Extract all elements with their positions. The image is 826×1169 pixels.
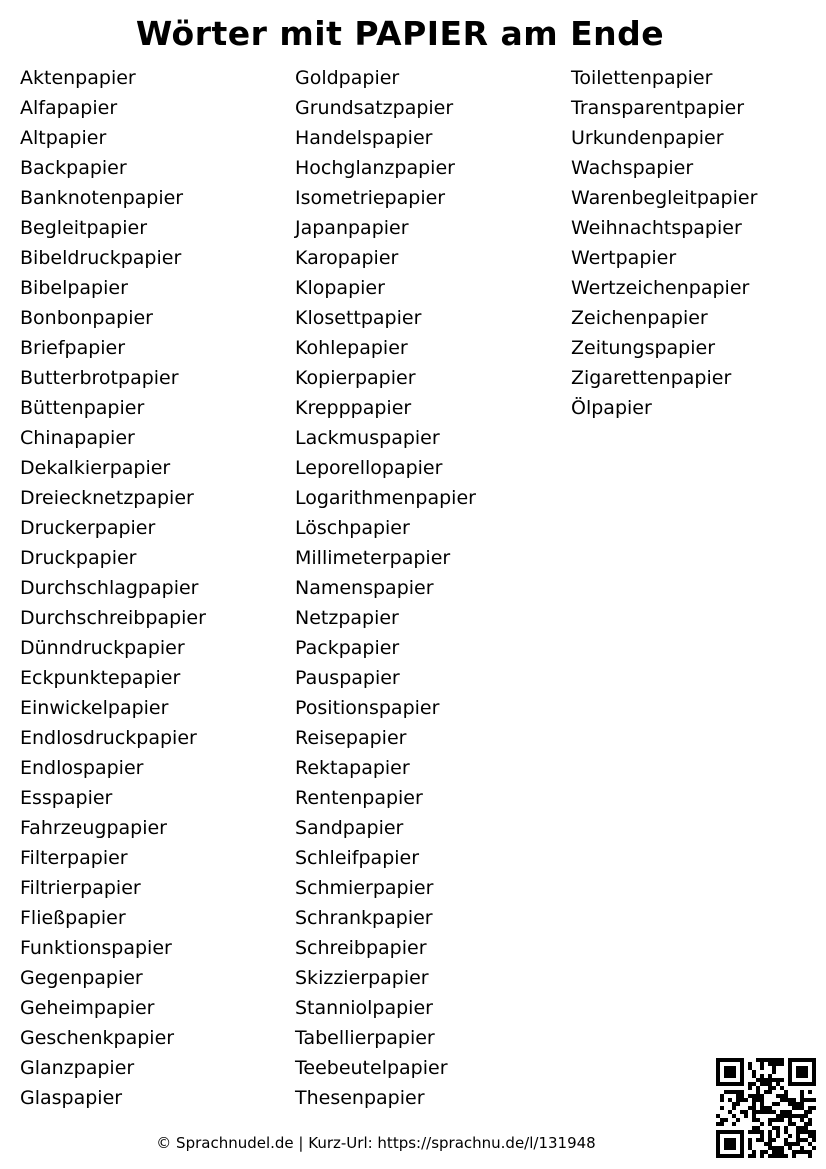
word-item: Bibeldruckpapier	[20, 247, 182, 269]
word-item: Dreiecknetzpapier	[20, 487, 194, 509]
word-item: Zeichenpapier	[571, 307, 708, 329]
word-item: Schrankpapier	[295, 907, 433, 929]
word-item: Pauspapier	[295, 667, 400, 689]
word-item: Namenspapier	[295, 577, 434, 599]
word-item: Grundsatzpapier	[295, 97, 454, 119]
qr-code-icon	[716, 1058, 816, 1158]
word-item: Ölpapier	[571, 397, 652, 419]
word-item: Handelspapier	[295, 127, 433, 149]
word-item: Funktionspapier	[20, 937, 172, 959]
word-item: Geheimpapier	[20, 997, 155, 1019]
word-item: Druckpapier	[20, 547, 137, 569]
word-item: Chinapapier	[20, 427, 135, 449]
word-item: Positionspapier	[295, 697, 440, 719]
word-item: Goldpapier	[295, 67, 400, 89]
word-item: Zigarettenpapier	[571, 367, 732, 389]
word-item: Durchschreibpapier	[20, 607, 206, 629]
word-item: Begleitpapier	[20, 217, 148, 239]
word-item: Glaspapier	[20, 1087, 123, 1109]
word-item: Toilettenpapier	[571, 67, 713, 89]
word-item: Weihnachtspapier	[571, 217, 742, 239]
word-item: Wertpapier	[571, 247, 677, 269]
word-item: Durchschlagpapier	[20, 577, 199, 599]
word-item: Dünndruckpapier	[20, 637, 185, 659]
word-item: Eckpunktepapier	[20, 667, 181, 689]
word-item: Schreibpapier	[295, 937, 427, 959]
word-item: Reisepapier	[295, 727, 407, 749]
word-item: Klosettpapier	[295, 307, 422, 329]
word-item: Endlosdruckpapier	[20, 727, 197, 749]
word-item: Kopierpapier	[295, 367, 416, 389]
word-item: Bonbonpapier	[20, 307, 153, 329]
word-item: Endlospapier	[20, 757, 144, 779]
word-item: Druckerpapier	[20, 517, 156, 539]
word-item: Banknotenpapier	[20, 187, 184, 209]
word-item: Briefpapier	[20, 337, 126, 359]
word-item: Thesenpapier	[295, 1087, 425, 1109]
word-item: Teebeutelpapier	[295, 1057, 448, 1079]
word-item: Fließpapier	[20, 907, 126, 929]
word-item: Altpapier	[20, 127, 107, 149]
word-item: Sandpapier	[295, 817, 404, 839]
word-item: Stanniolpapier	[295, 997, 433, 1019]
word-item: Lackmuspapier	[295, 427, 440, 449]
word-item: Alfapapier	[20, 97, 118, 119]
word-item: Backpapier	[20, 157, 127, 179]
page-title: Wörter mit PAPIER am Ende	[135, 14, 665, 53]
word-item: Logarithmenpapier	[295, 487, 476, 509]
word-item: Krepppapier	[295, 397, 412, 419]
word-item: Urkundenpapier	[571, 127, 724, 149]
word-item: Skizzierpapier	[295, 967, 429, 989]
word-item: Warenbegleitpapier	[571, 187, 758, 209]
word-item: Tabellierpapier	[295, 1027, 435, 1049]
footer-credit: © Sprachnudel.de | Kurz-Url: https://sprachnu.de/l/131948	[156, 1134, 596, 1152]
word-item: Rektapapier	[295, 757, 410, 779]
word-item: Kohlepapier	[295, 337, 408, 359]
word-item: Butterbrotpapier	[20, 367, 179, 389]
word-column-1	[20, 63, 206, 1113]
word-item: Büttenpapier	[20, 397, 145, 419]
word-item: Japanpapier	[295, 217, 409, 239]
word-item: Einwickelpapier	[20, 697, 169, 719]
word-item: Filterpapier	[20, 847, 128, 869]
word-item: Packpapier	[295, 637, 400, 659]
word-item: Zeitungspapier	[571, 337, 716, 359]
word-item: Millimeterpapier	[295, 547, 451, 569]
word-item: Glanzpapier	[20, 1057, 135, 1079]
word-item: Wachspapier	[571, 157, 694, 179]
word-item: Schleifpapier	[295, 847, 420, 869]
word-column-3	[571, 63, 757, 423]
word-item: Rentenpapier	[295, 787, 423, 809]
word-item: Wertzeichenpapier	[571, 277, 750, 299]
word-column-2	[295, 63, 476, 1113]
word-item: Löschpapier	[295, 517, 410, 539]
word-item: Aktenpapier	[20, 67, 136, 89]
word-item: Geschenkpapier	[20, 1027, 175, 1049]
word-item: Hochglanzpapier	[295, 157, 455, 179]
word-item: Fahrzeugpapier	[20, 817, 167, 839]
word-item: Bibelpapier	[20, 277, 128, 299]
word-item: Isometriepapier	[295, 187, 446, 209]
word-item: Gegenpapier	[20, 967, 143, 989]
word-item: Klopapier	[295, 277, 385, 299]
word-item: Dekalkierpapier	[20, 457, 171, 479]
word-item: Transparentpapier	[571, 97, 745, 119]
word-item: Filtrierpapier	[20, 877, 141, 899]
word-item: Netzpapier	[295, 607, 399, 629]
word-item: Leporellopapier	[295, 457, 443, 479]
word-item: Schmierpapier	[295, 877, 434, 899]
word-item: Karopapier	[295, 247, 399, 269]
word-item: Esspapier	[20, 787, 113, 809]
